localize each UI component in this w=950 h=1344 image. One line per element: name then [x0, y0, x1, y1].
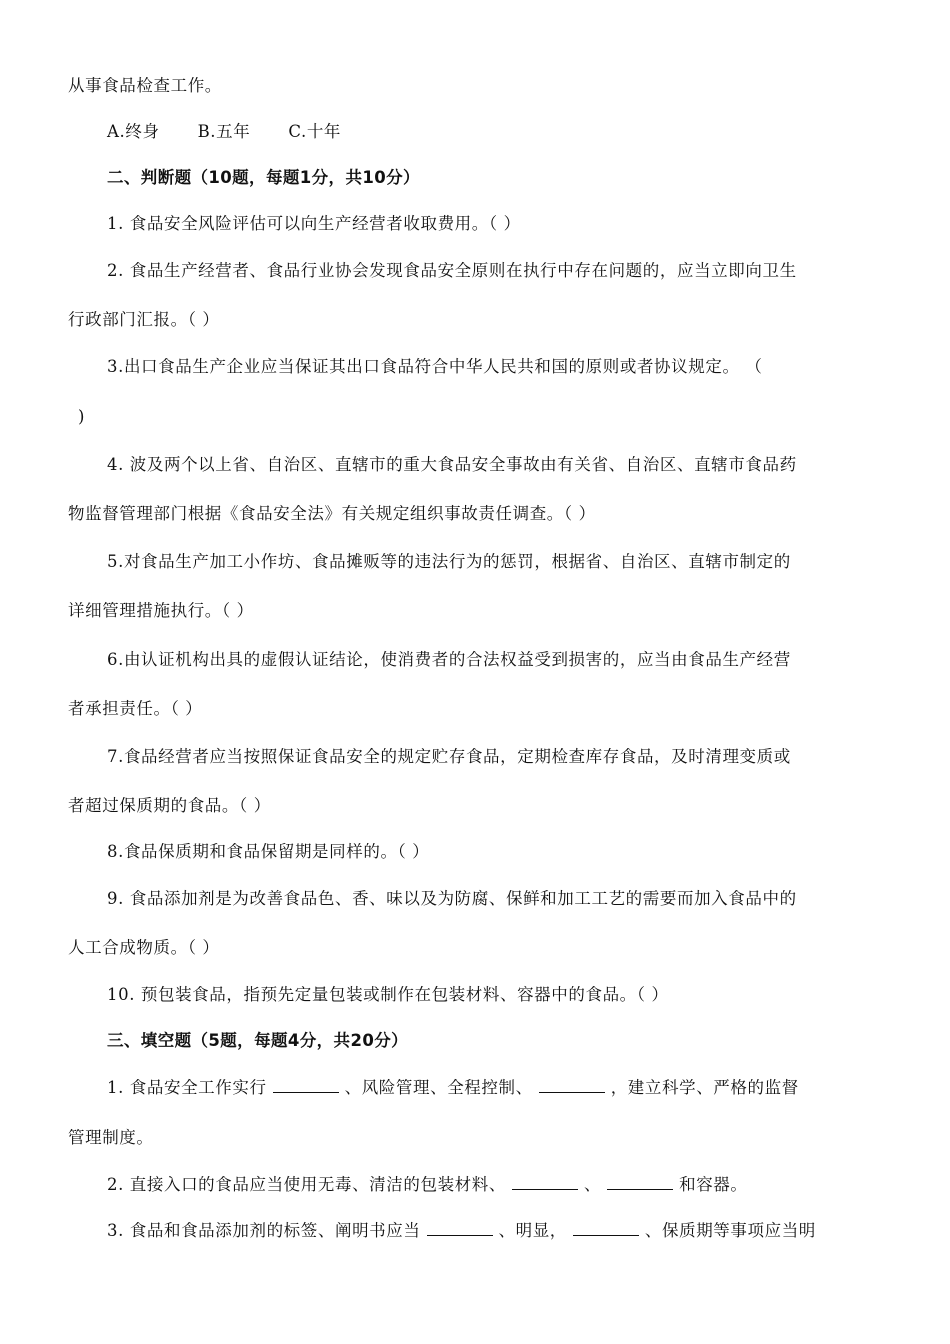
fill-question-3-line1	[107, 1219, 950, 1243]
fill-1-text-b: 、风险管理、全程控制、	[344, 1078, 533, 1097]
answer-blank[interactable]	[427, 1221, 493, 1236]
tf-question-4-line2: 物监督管理部门根据《食品安全法》有关规定组织事故责任调查。（ ）	[68, 504, 596, 523]
fill-question-2	[107, 1173, 950, 1197]
fill-3-text-a: 3. 食品和食品添加剂的标签、阐明书应当	[107, 1221, 421, 1240]
tf-question-2-line2: 行政部门汇报。（ ）	[68, 310, 220, 329]
fill-question-1-line2: 管理制度。	[68, 1128, 154, 1147]
question-continuation: 从事食品检查工作。	[68, 76, 222, 95]
tf-question-5-line1: 5.对食品生产加工小作坊、食品摊贩等的违法行为的惩罚，根据省、自治区、直辖市制定的	[107, 552, 791, 571]
option-c: C.十年	[288, 122, 342, 141]
fill-2-text-b: 、	[584, 1175, 602, 1194]
tf-question-10: 10. 预包装食品，指预先定量包装或制作在包装材料、容器中的食品。（ ）	[107, 985, 669, 1004]
tf-question-9-line2: 人工合成物质。（ ）	[68, 938, 220, 957]
fill-3-text-c: 、保质期等事项应当明	[644, 1221, 816, 1240]
tf-question-1: 1. 食品安全风险评估可以向生产经营者收取费用。（ ）	[107, 214, 521, 233]
answer-blank[interactable]	[539, 1078, 605, 1093]
tf-question-7-line2: 者超过保质期的食品。（ ）	[68, 796, 271, 815]
tf-question-6-line2: 者承担责任。（ ）	[68, 699, 203, 718]
tf-question-9-line1: 9. 食品添加剂是为改善食品色、香、味以及为防腐、保鲜和加工工艺的需要而加入食品中的	[107, 889, 797, 908]
section-heading-true-false: 二、判断题（10题，每题1分，共10分）	[107, 168, 420, 187]
option-a: A.终身	[107, 122, 160, 141]
section-heading-fill-blank: 三、填空题（5题，每题4分，共20分）	[107, 1031, 409, 1050]
fill-1-text-c: ，建立科学、严格的监督	[610, 1078, 799, 1097]
answer-blank[interactable]	[512, 1175, 578, 1190]
tf-question-6-line1: 6.由认证机构出具的虚假认证结论，使消费者的合法权益受到损害的，应当由食品生产经营	[107, 650, 791, 669]
fill-3-text-b: 、明显，	[498, 1221, 567, 1240]
tf-question-3-line1: 3.出口食品生产企业应当保证其出口食品符合中华人民共和国的原则或者协议规定。 （	[107, 357, 763, 376]
tf-question-7-line1: 7.食品经营者应当按照保证食品安全的规定贮存食品，定期检查库存食品，及时清理变质或	[107, 747, 791, 766]
tf-question-3-line2: )	[78, 407, 86, 426]
answer-blank[interactable]	[273, 1078, 339, 1093]
tf-question-4-line1: 4. 波及两个以上省、自治区、直辖市的重大食品安全事故由有关省、自治区、直辖市食品药	[107, 455, 797, 474]
answer-options	[107, 120, 950, 144]
fill-question-1-line1	[107, 1076, 950, 1100]
tf-question-2-line1: 2. 食品生产经营者、食品行业协会发现食品安全原则在执行中存在问题的，应当立即向卫生	[107, 261, 797, 280]
option-b: B.五年	[197, 122, 251, 141]
fill-2-text-c: 和容器。	[679, 1175, 748, 1194]
answer-blank[interactable]	[573, 1221, 639, 1236]
tf-question-8: 8.食品保质期和食品保留期是同样的。（ ）	[107, 842, 430, 861]
tf-question-5-line2: 详细管理措施执行。（ ）	[68, 601, 254, 620]
fill-1-text-a: 1. 食品安全工作实行	[107, 1078, 267, 1097]
fill-2-text-a: 2. 直接入口的食品应当使用无毒、清洁的包装材料、	[107, 1175, 506, 1194]
answer-blank[interactable]	[607, 1175, 673, 1190]
